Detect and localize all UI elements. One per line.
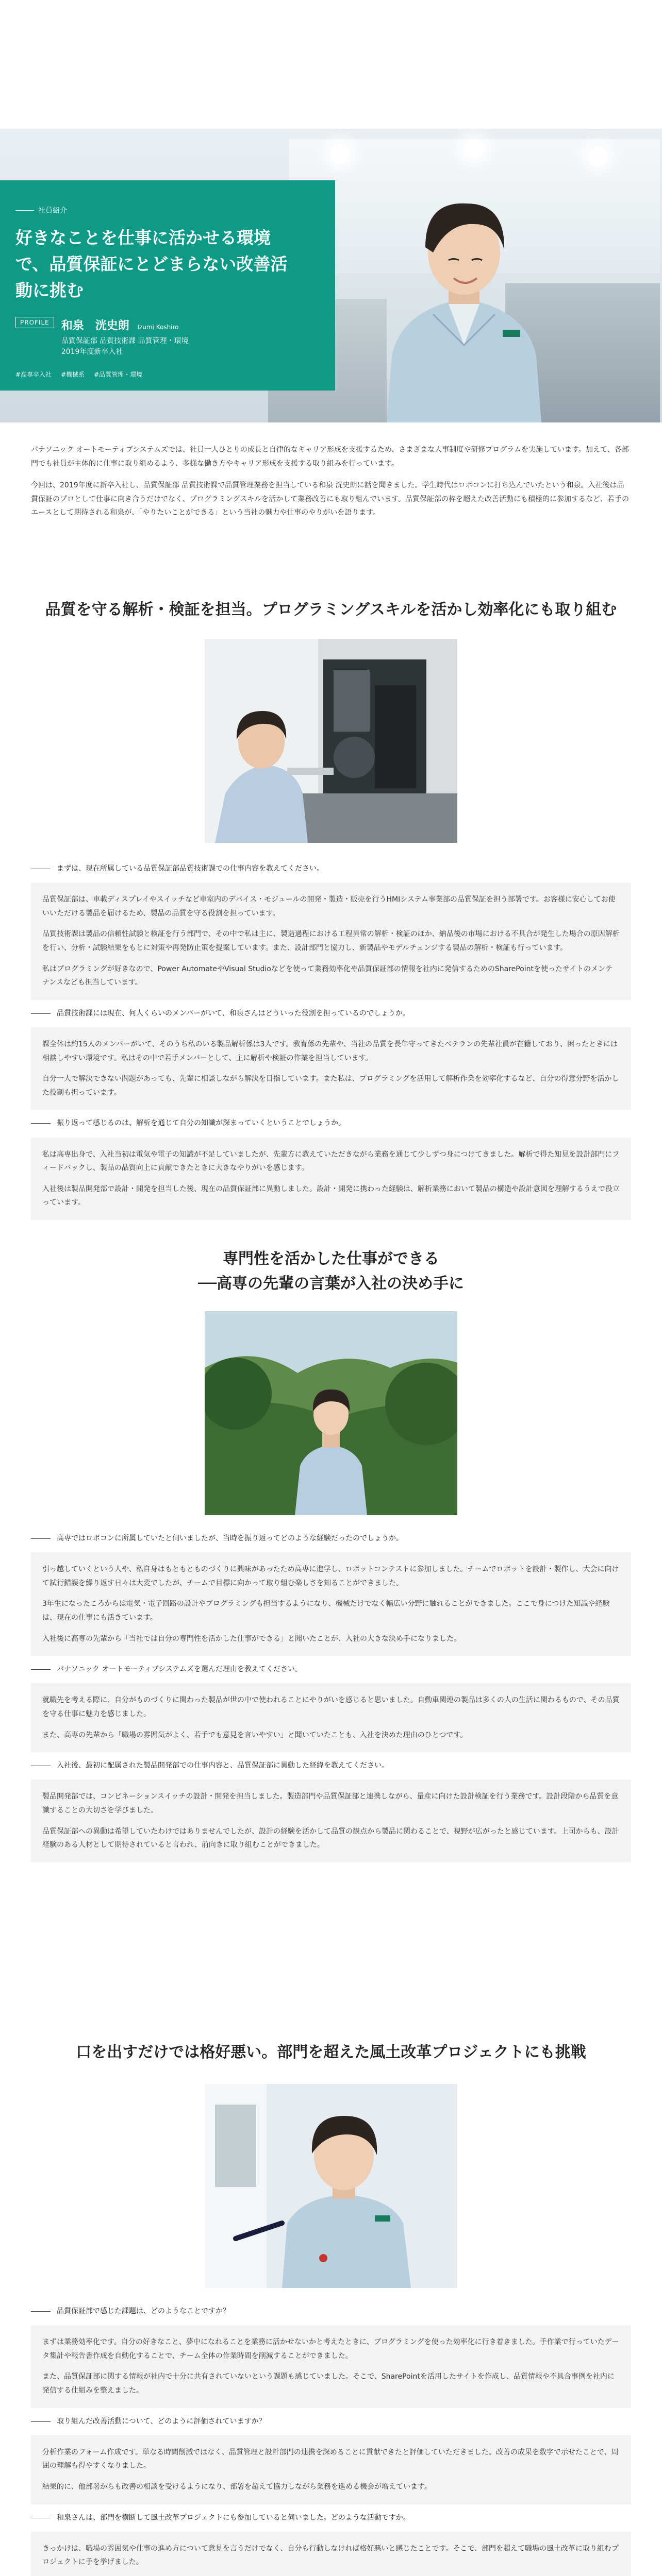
interview-answer [31,2325,631,2408]
interview-answer [31,1552,631,1656]
answer-paragraph: 品質技術課は製品の信頼性試験と検証を行う部門で、その中で私は主に、製造過程における工程異常の解析・検証のほか、納品後の市場における不具合が発生した場合の原因解析を行い、分析・試験結果をもとに対策や再発防止策を提案しています。また、設計部門と協力し、新製品やモデルチェンジする製品の解析・検証も行っています。 [42,930,620,952]
section-title-line: 品質を守る解析・検証を担当。プログラミングスキルを活かし効率化にも取り組む [45,601,617,619]
answer-paragraph: 品質保証部は、車載ディスプレイやスイッチなど車室内のデバイス・モジュールの開発・製造・販売を行うHMIシステム事業部の品質保証を担う部署です。お客様に安心してお使いいただける製品を届けるため、製品の品質を守る役割を担っています。 [42,895,616,918]
question-text: パナソニック オートモーティブシステムズを選んだ理由を教えてください。 [57,1665,302,1674]
profile-dept-line: 品質保証部 品質技術課 品質管理・環境 [61,337,189,346]
profile-name-kana: Izumi Koshiro [137,324,179,331]
photo-office [205,2084,457,2288]
series-label [15,205,315,215]
section-title [31,2040,631,2065]
hashtag[interactable]: #高専卒入社 [15,371,52,379]
answer-paragraph: 自分一人で解決できない問題があっても、先輩に相談しながら解決を目指しています。また私は、プログラミングを活用して解析作業を効率化するなど、自分の得意分野を活かした役割も担っています。 [42,1075,619,1097]
section-title [31,598,631,622]
answer-paragraph: また、高専の先輩から「職場の雰囲気がよく、若手でも意見を言いやすい」と聞いていたことも、入社を決めた理由のひとつです。 [42,1731,468,1739]
section-career [31,1247,631,1296]
series-dash [15,210,34,211]
question-text: 取り組んだ改善活動について、どのように評価されていますか？ [57,2417,266,2426]
answer-paragraph: きっかけは、職場の雰囲気や仕事の進め方について意見を言うだけでなく、自分も行動しなければ格好悪いと感じたことです。そこで、部門を超えて職場の風土改革に取り組むプロジェクトに手を挙げました。 [42,2544,619,2567]
answer-paragraph: また、品質保証部に関する情報が社内で十分に共有されていないという課題も感じていました。そこで、SharePointを活用したサイトを作成し、品質情報や不具合事例を社内に発信する仕組みを整えました。 [42,2372,615,2395]
interview-question [31,2305,631,2318]
interview-question [31,1007,631,1020]
interview-answer [31,1683,631,1752]
profile-dept-line: 2019年度新卒入社 [61,348,123,357]
photo-lab [205,639,457,843]
page-title-line: で、品質保証にとどまらない改善活 [15,254,288,275]
interview-question [31,2512,631,2524]
interview-answer [31,883,631,1000]
interview-answer [31,1780,631,1862]
answer-paragraph: 入社後に高専の先輩から「当社では自分の専門性を活かした仕事ができる」と聞いたことが、入社の大きな決め手になりました。 [42,1634,461,1643]
answer-paragraph: 引っ越していくという人や、私自身はもともとものづくりに興味があったため高専に進学し、ロボットコンテストに参加しました。チームでロボットを設計・製作し、大会に向けて試行錯誤を繰り返す日々は大変でしたが、チームで目標に向かって取り組む楽しさを知ることができました。 [42,1565,619,1587]
section-reform [31,2040,631,2065]
answer-paragraph: 品質保証部への異動は希望していたわけではありませんでしたが、設計の経験を活かして品質の観点から製品に関わることで、視野が広がったと感じています。上司からも、設計経験のある人材として期待されていると言われ、前向きに取り組むことができました。 [42,1827,619,1850]
question-dash [31,1013,51,1014]
question-dash [31,1669,51,1670]
answer-paragraph: 課全体は約15人のメンバーがいて、そのうち私のいる製品解析係は3人です。教育係の先輩や、当社の品質を長年守ってきたベテランの先輩社員が在籍しており、困ったときには相談しやすい環境です。私はその中で若手メンバーとして、主に解析や検証の作業を担当しています。 [42,1040,618,1062]
lead-paragraph: 今回は、2019年度に新卒入社し、品質保証部 品質技術課で品質管理業務を担当している和泉 洸史朗に話を聞きました。学生時代はロボコンに打ち込んでいたという和泉。入社後は品質保証のプロとして仕事に向き合うだけでなく、プログラミングスキルを活かして業務改善にも取り組んでいます。品質保証部の枠を超えた改善活動にも積極的に参加するなど、若手のエースとして期待される和泉が、「やりたいことができる」という当社の魅力や仕事のやりがいを語ります。 [31,481,630,517]
answer-paragraph: 私はプログラミングが好きなので、Power AutomateやVisual Studioなどを使って業務効率化や品質保証部の情報を社内に発信するためのSharePointを使ったサイトのメンテナンスなども担当しています。 [42,964,613,987]
ceiling-light [588,147,607,167]
profile-info [61,317,189,358]
question-text: 入社後、最初に配属された製品開発部での仕事内容と、品質保証部に異動した経緯を教えてください。 [57,1761,389,1770]
page-title [15,225,315,303]
answer-paragraph: 私は高専出身で、入社当初は電気や電子の知識が不足していましたが、先輩方に教えていただきながら業務を通じて少しずつ身につけてきました。解析で得た知見を設計部門にフィードバックし、製品の品質向上に貢献できたときに大きなやりがいを感じます。 [42,1150,620,1173]
profile-name-text: 和泉 洸史朗 [61,319,129,333]
interview-answer [31,1138,631,1220]
answer-paragraph: 製品開発部では、コンビネーションスイッチの設計・開発を担当しました。製造部門や品質保証部と連携しながら、量産に向けた設計検証を行う業務です。設計段階から品質を意識することの大切さを学びました。 [42,1792,619,1815]
question-text: 高専ではロボコンに所属していたと伺いましたが、当時を振り返ってどのような経験だったのでしょうか。 [57,1534,403,1543]
hero [0,129,662,422]
interview-answer [31,2532,631,2576]
profile-name [61,317,189,333]
section-title-line: ──高専の先輩の言葉が入社の決め手に [197,1275,465,1293]
question-text: 品質技術課には現在、何人くらいのメンバーがいて、和泉さんはどういった役割を担っているのでしょうか。 [57,1009,410,1018]
profile-tag: PROFILE [15,317,54,328]
ceiling-light [330,144,350,164]
interview-answer [31,2435,631,2504]
photo-office-image [205,2084,457,2288]
question-dash [31,2311,51,2312]
question-text: 振り返って感じるのは、解析を通じて自分の知識が深まっていくということでしょうか。 [57,1119,345,1128]
section-title-line: 専門性を活かした仕事ができる [223,1250,439,1268]
interview-question [31,1532,631,1545]
hashtag-list [15,370,315,379]
question-text: まずは、現在所属している品質保証部品質技術課での仕事内容を教えてください。 [57,865,324,873]
section-title [31,1247,631,1296]
interview-question [31,1117,631,1130]
question-text: 品質保証部で感じた課題は、どのようなことですか？ [57,2307,230,2315]
lead-paragraph: パナソニック オートモーティブシステムズでは、社員一人ひとりの成長と自律的なキャリア形成を支援するため、さまざまな人事制度や研修プログラムを実施しています。加えて、各部門でも社員が主体的に仕事に取り組めるよう、多様な働き方やキャリア形成を支援する取り組みを行っています。 [31,446,629,468]
lead [31,443,631,528]
page-title-line: 好きなことを仕事に活かせる環境 [15,228,271,248]
photo-lab-image [205,639,457,843]
profile [15,317,315,358]
section-career-qa [31,1525,631,1862]
question-text: 和泉さんは、部門を横断して風土改革プロジェクトにも参加していると伺いました。どのような活動ですか。 [57,2513,410,2522]
hashtag[interactable]: #機械系 [61,371,85,379]
photo-outdoor [205,1311,457,1515]
section-analysis-qa [31,855,631,1220]
answer-paragraph: 入社後は製品開発部で設計・開発を担当した後、現在の品質保証部に異動しました。設計・開発に携わった経験は、解析業務において製品の構造や設計意図を理解するうえで役立っています。 [42,1184,620,1207]
question-dash [31,1123,51,1124]
hashtag[interactable]: #品質管理・環境 [94,371,143,379]
answer-paragraph: まずは業務効率化です。自分の好きなこと、夢中になれることを業務に活かせないかと考えたときに、プログラミングを使った効率化に行き着きました。手作業で行っていたデータ集計や報告書作成を自動化することで、チーム全体の作業時間を削減することができました。 [42,2338,619,2360]
question-dash [31,2421,51,2422]
section-analysis [31,598,631,622]
answer-paragraph: 就職先を考える際に、自分がものづくりに関わった製品が世の中で使われることにやりがいを感じると思いました。自動車関連の製品は多くの人の生活に関わるもので、その品質を守る仕事に魅力を感じました。 [42,1696,620,1718]
answer-paragraph: 結果的に、他部署からも改善の相談を受けるようになり、部署を超えて協力しながら業務を進める機会が増えています。 [42,2482,432,2491]
page-title-line: 動に挑む [15,280,84,301]
hero-card [0,180,335,391]
interview-question [31,1759,631,1772]
ceiling-light [464,139,484,159]
section-title-line: 口を出すだけでは格好悪い。部門を超えた風土改革プロジェクトにも挑戦 [76,2043,586,2061]
interview-question [31,2415,631,2428]
hero-portrait [371,175,557,422]
interview-question [31,862,631,875]
interview-question [31,1663,631,1676]
profile-dept [61,336,189,358]
photo-outdoor-image [205,1311,457,1515]
answer-paragraph: 分析作業のフォーム作成です。単なる時間削減ではなく、品質管理と設計部門の連携を深めることに貢献できたと評価していただきました。改善の成果を数字で示せたことで、周囲の理解も得やすくなりました。 [42,2448,619,2470]
section-reform-qa [31,2298,631,2576]
interview-answer [31,1027,631,1110]
question-dash [31,1538,51,1539]
answer-paragraph: 3年生になったころからは電気・電子回路の設計やプログラミングも担当するようになり、機械だけでなく幅広い分野に触れることができました。ここで身につけた知識や経験は、現在の仕事にも活きています。 [42,1600,610,1622]
series-text: 社員紹介 [38,207,67,215]
